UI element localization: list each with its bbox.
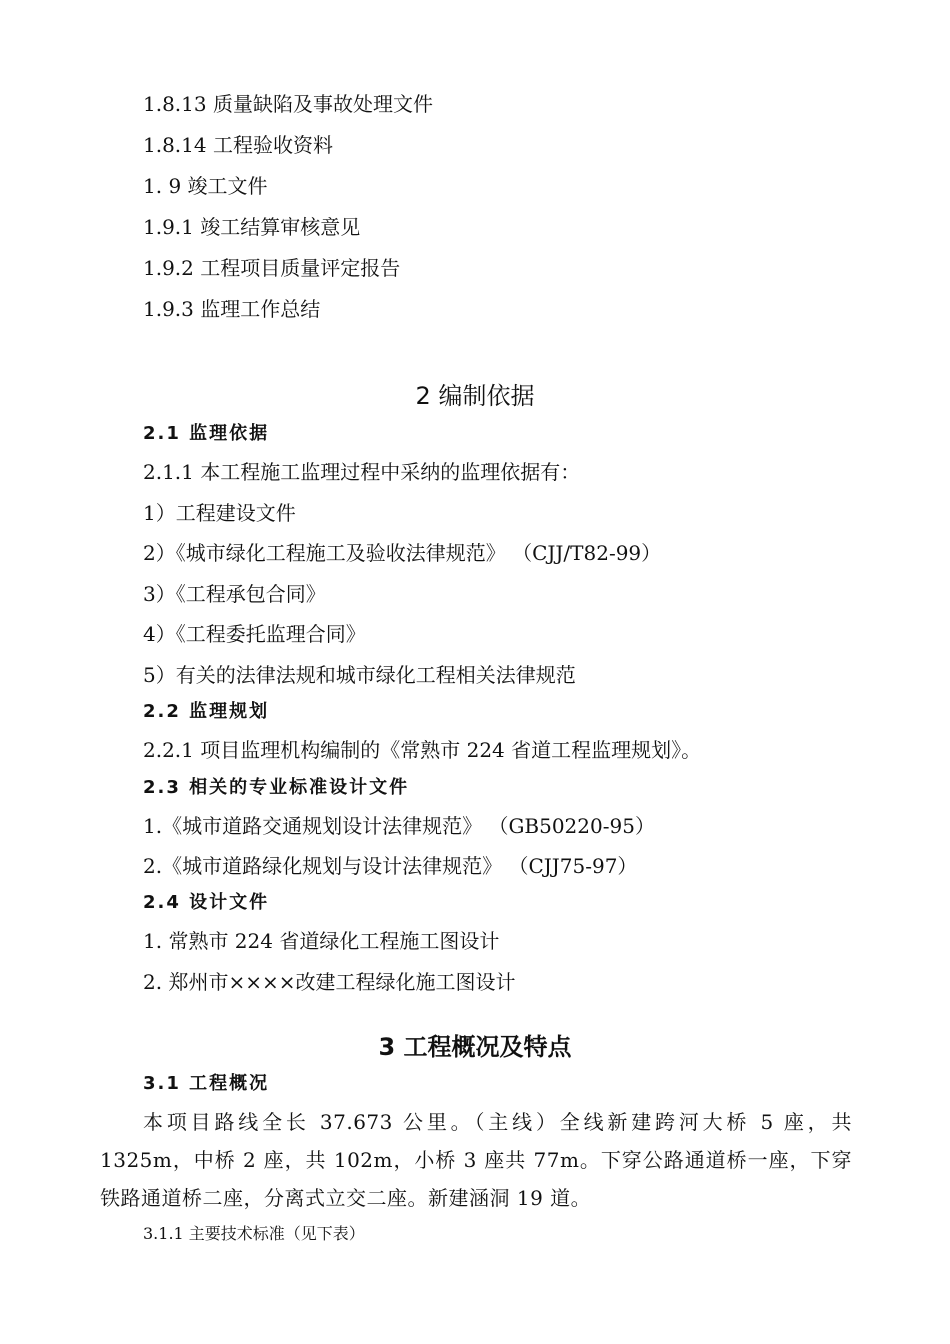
section-2-4-line: 2. 郑州市××××改建工程绿化施工图设计 xyxy=(143,970,516,994)
toc-line: 1.9.2 工程项目质量评定报告 xyxy=(143,256,401,280)
section-3-1-heading: 3.1 工程概况 xyxy=(143,1073,270,1094)
section-2-4-heading: 2.4 设计文件 xyxy=(143,892,270,913)
section-2-1-line: 1）工程建设文件 xyxy=(143,501,296,525)
section-2-1-line: 4）《工程委托监理合同》 xyxy=(143,622,366,646)
section-2-4-line: 1. 常熟市 224 省道绿化工程施工图设计 xyxy=(143,929,500,953)
section-2-3-line: 1.《城市道路交通规划设计法律规范》 （GB50220-95） xyxy=(143,814,655,838)
section-2-1-line: 2）《城市绿化工程施工及验收法律规范》 （CJJ/T82-99） xyxy=(143,541,662,565)
section-2-3-line: 2.《城市道路绿化规划与设计法律规范》 （CJJ75-97） xyxy=(143,854,638,878)
section-2-title: 2 编制依据 xyxy=(415,382,535,410)
section-2-1-line: 5）有关的法律法规和城市绿化工程相关法律规范 xyxy=(143,663,576,687)
section-2-2-line: 2.2.1 项目监理机构编制的《常熟市 224 省道工程监理规划》。 xyxy=(143,738,702,762)
toc-line: 1.9.1 竣工结算审核意见 xyxy=(143,215,361,239)
toc-line: 1.8.14 工程验收资料 xyxy=(143,133,333,157)
section-2-3-heading: 2.3 相关的专业标准设计文件 xyxy=(143,777,410,798)
section-2-1-line: 2.1.1 本工程施工监理过程中采纳的监理依据有： xyxy=(143,460,581,484)
section-2-1-heading: 2.1 监理依据 xyxy=(143,423,270,444)
section-2-1-line: 3）《工程承包合同》 xyxy=(143,582,326,606)
section-3-1-1-line: 3.1.1 主要技术标准（见下表） xyxy=(143,1224,365,1243)
section-3-title: 3 工程概况及特点 xyxy=(378,1033,572,1061)
section-3-1-paragraph: 本项目路线全长 37.673 公里。（主线）全线新建跨河大桥 5 座，共 1325m，中桥 2 座，共 102m，小桥 3 座共 77m。下穿公路通道桥一座，下穿铁路通道桥二座，分离式立交二座。新建涵洞 19 道。 xyxy=(100,1110,852,1210)
section-2-2-heading: 2.2 监理规划 xyxy=(143,701,270,722)
toc-line: 1.9.3 监理工作总结 xyxy=(143,297,321,321)
toc-line: 1. 9 竣工文件 xyxy=(143,174,268,198)
toc-line: 1.8.13 质量缺陷及事故处理文件 xyxy=(143,92,433,116)
